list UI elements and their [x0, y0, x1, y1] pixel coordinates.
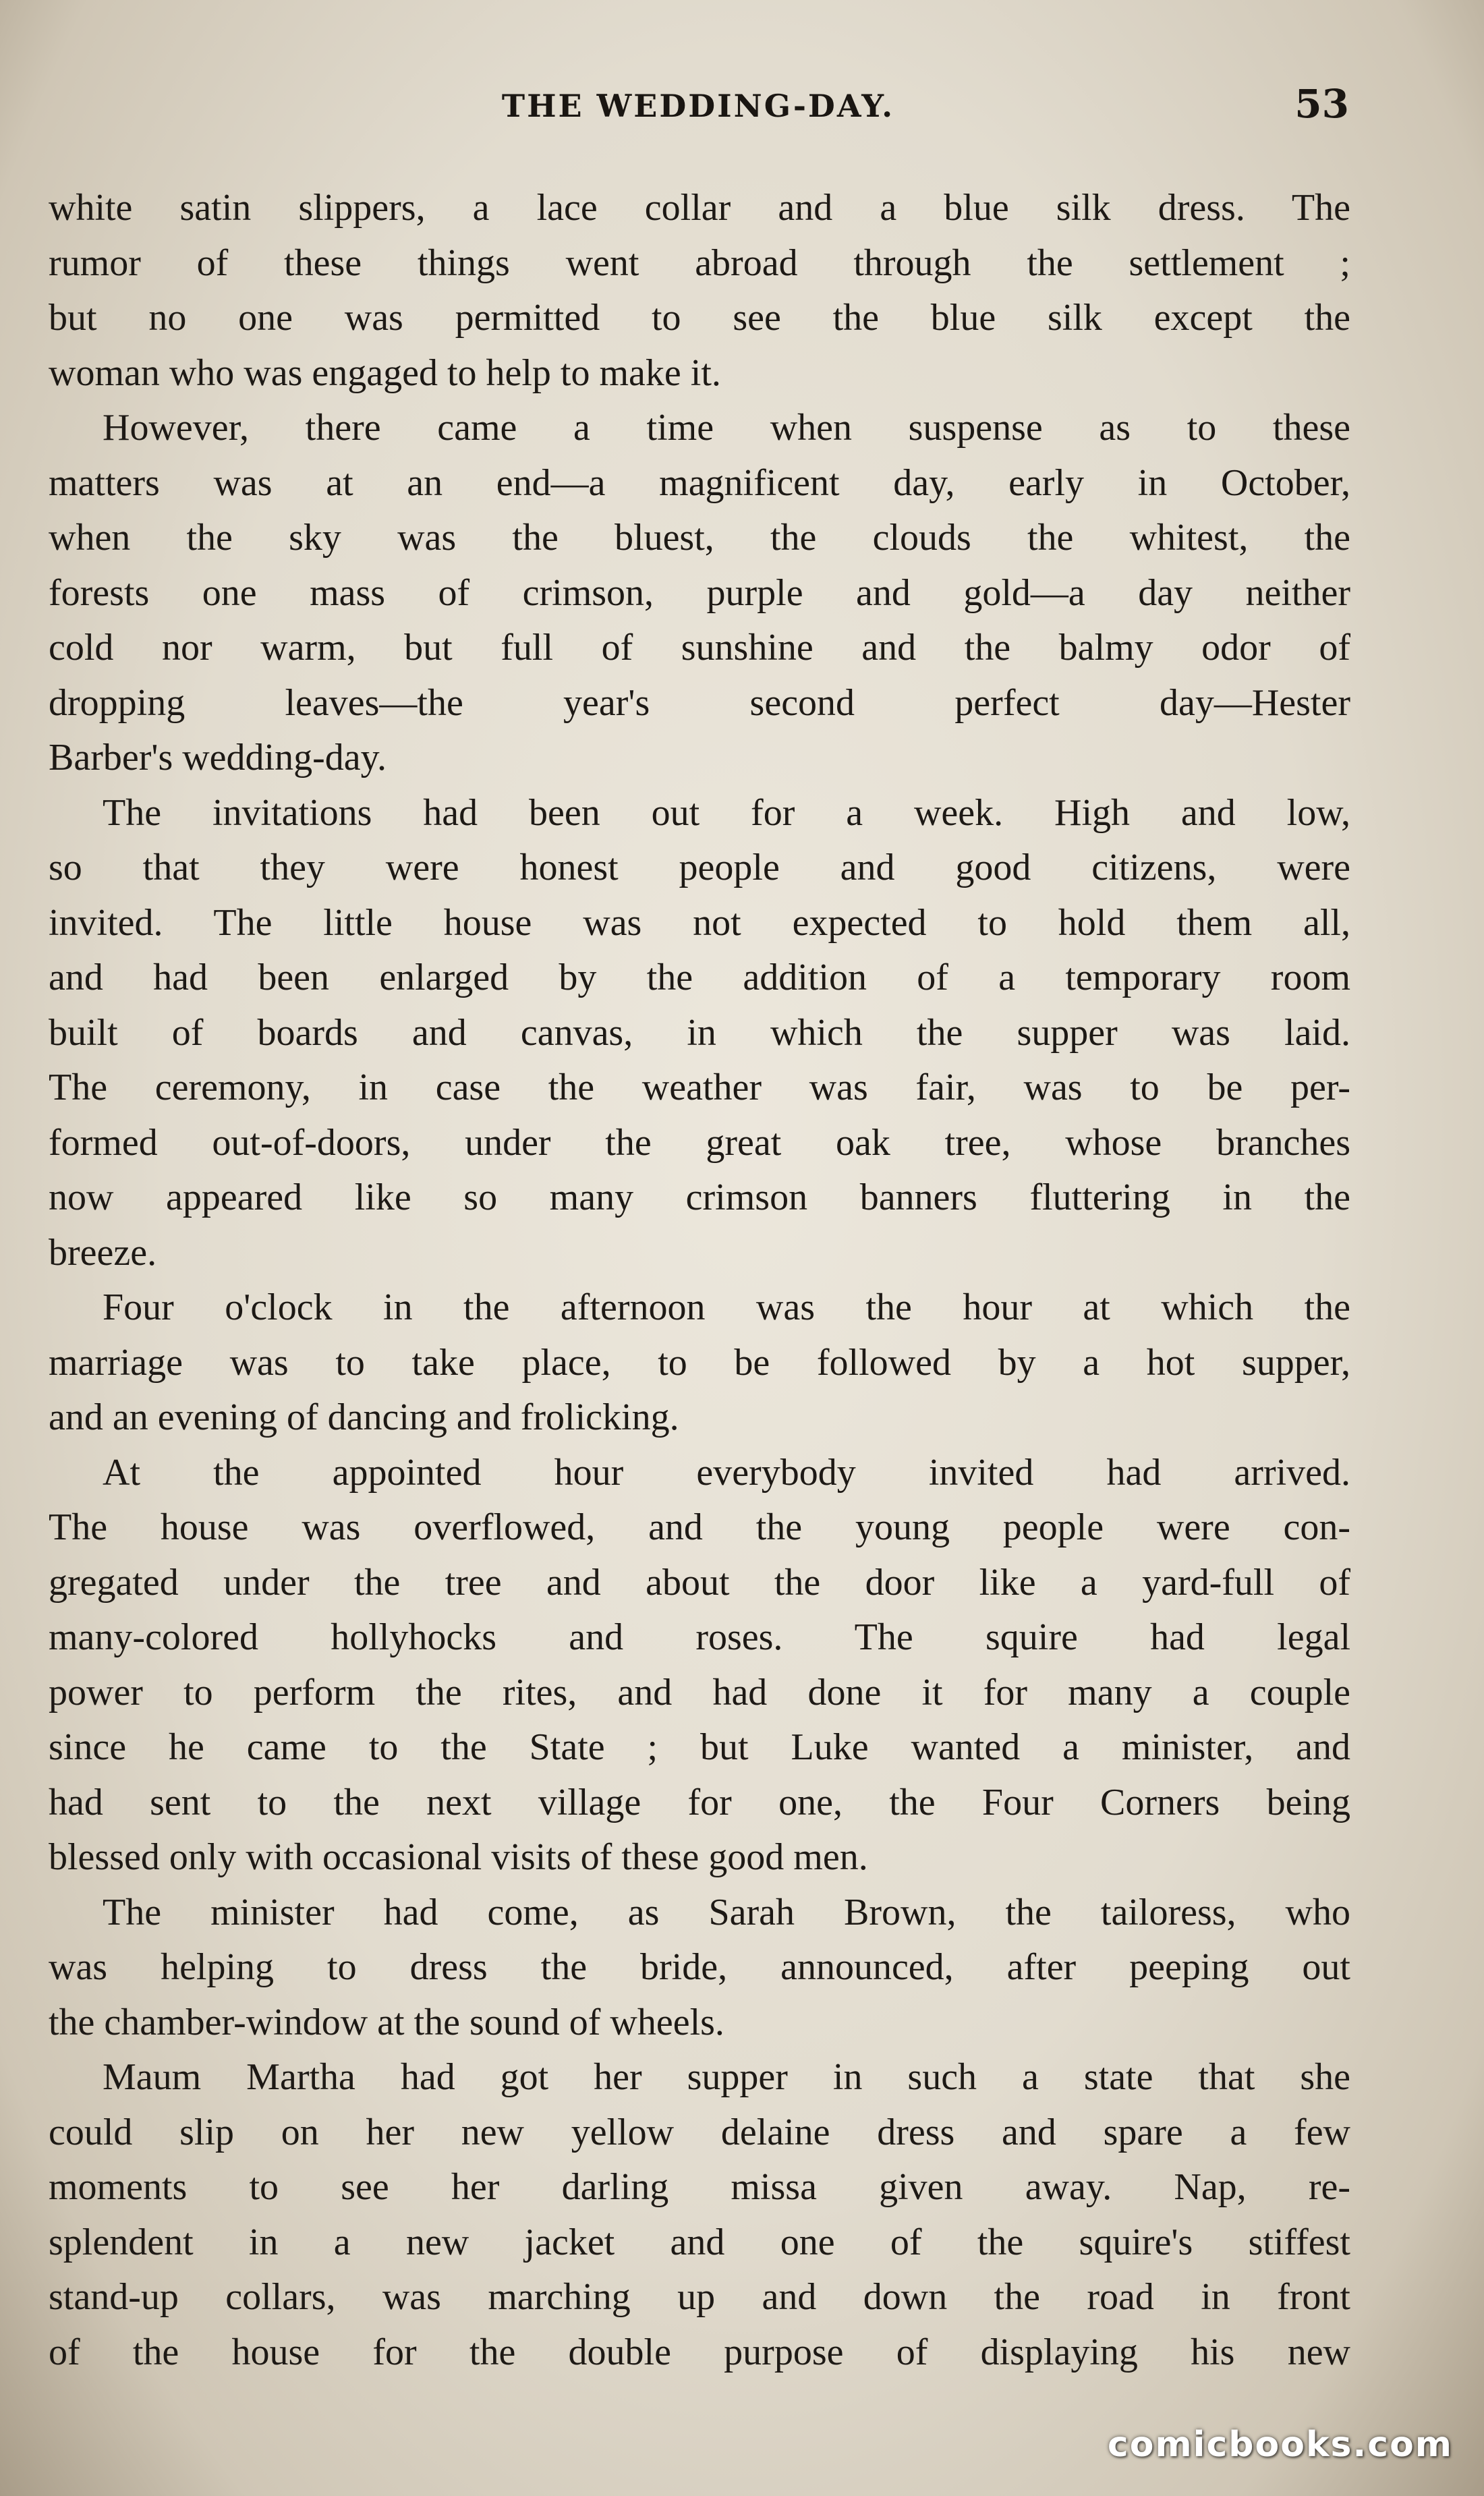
page-number: 53 [1294, 81, 1349, 127]
site-watermark: comicbooks.com [1107, 2424, 1453, 2465]
text-line: cold nor warm, but full of sunshine and the balmy odor of [49, 627, 1350, 669]
text-line: white satin slippers, a lace collar and a blue silk dress. The [49, 187, 1350, 229]
text-line: and had been enlarged by the addition of a temporary room [49, 957, 1350, 998]
text-line: forests one mass of crimson, purple and gold—a day neither [49, 571, 1350, 614]
text-line: At the appointed hour everybody invited had arrived. [103, 1451, 1350, 1494]
text-line: was helping to dress the bride, announced, after peeping out [49, 1946, 1350, 1988]
text-line: and an evening of dancing and frolicking. [49, 1396, 679, 1438]
text-line: now appeared like so many crimson banners fluttering in the [49, 1176, 1350, 1218]
text-line: built of boards and canvas, in which the supper was laid. [49, 1011, 1350, 1054]
text-line: could slip on her new yellow delaine dress and spare a few [49, 2111, 1350, 2153]
text-line: gregated under the tree and about the door like a yard-full of [49, 1561, 1350, 1604]
text-line: The minister had come, as Sarah Brown, the tailoress, who [103, 1891, 1350, 1933]
text-line: The invitations had been out for a week. High and low, [103, 791, 1350, 834]
body-text [49, 181, 1350, 2380]
text-line: The house was overflowed, and the young people were con- [49, 1506, 1350, 1548]
text-line: However, there came a time when suspense as to these [103, 407, 1350, 449]
text-line: Maum Martha had got her supper in such a state that she [103, 2056, 1350, 2098]
text-line: rumor of these things went abroad through the settlement ; [49, 242, 1350, 284]
text-line: splendent in a new jacket and one of the squire's stiffest [49, 2221, 1350, 2263]
text-line: the chamber-window at the sound of wheels. [49, 2001, 724, 2043]
running-title: THE WEDDING-DAY. [501, 88, 895, 124]
text-line: woman who was engaged to help to make it. [49, 351, 721, 394]
text-line: power to perform the rites, and had done it for many a couple [49, 1671, 1350, 1713]
text-line: blessed only with occasional visits of these good men. [49, 1836, 868, 1878]
text-line: breeze. [49, 1231, 157, 1274]
page-header [47, 81, 1349, 135]
text-line: The ceremony, in case the weather was fair, was to be per- [49, 1067, 1350, 1108]
text-line: when the sky was the bluest, the clouds the whitest, the [49, 517, 1350, 559]
text-line: marriage was to take place, to be followed by a hot supper, [49, 1341, 1350, 1384]
text-line: invited. The little house was not expected to hold them all, [49, 901, 1350, 944]
text-line: many-colored hollyhocks and roses. The squire had legal [49, 1616, 1350, 1658]
text-line: since he came to the State ; but Luke wanted a minister, and [49, 1726, 1350, 1768]
text-line: stand-up collars, was marching up and down the road in front [49, 2276, 1350, 2318]
text-line: Barber's wedding-day. [49, 737, 387, 778]
text-line: moments to see her darling missa given away. Nap, re- [49, 2166, 1350, 2208]
text-line: Four o'clock in the afternoon was the hour at which the [103, 1286, 1350, 1328]
text-line: dropping leaves—the year's second perfect day—Hester [49, 681, 1350, 724]
text-line: so that they were honest people and good citizens, were [49, 847, 1350, 888]
text-line: had sent to the next village for one, the Four Corners being [49, 1781, 1350, 1823]
text-line: but no one was permitted to see the blue silk except the [49, 297, 1350, 339]
text-line: matters was at an end—a magnificent day, early in October, [49, 461, 1350, 504]
text-line: formed out-of-doors, under the great oak tree, whose branches [49, 1121, 1350, 1164]
text-line: of the house for the double purpose of displaying his new [49, 2331, 1350, 2373]
